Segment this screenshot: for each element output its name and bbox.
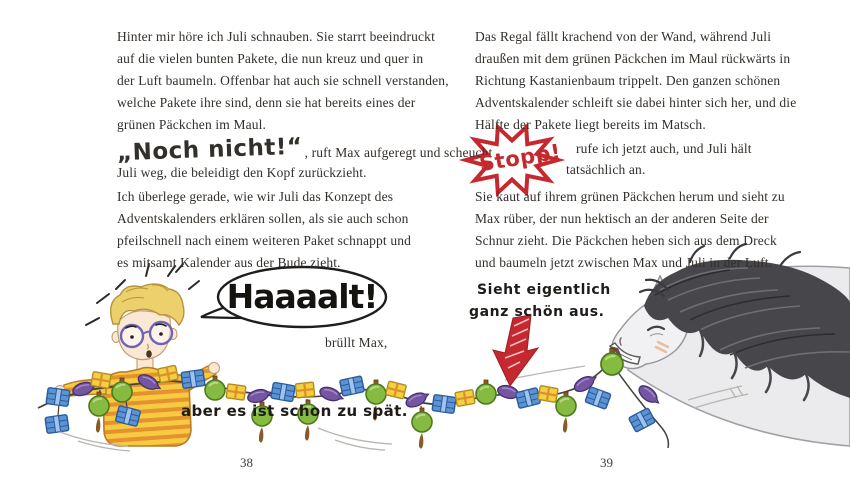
paragraph-line: welche Pakete ihre sind, denn sie hat bereits eines der [117,95,416,110]
shout-tail: , ruft Max aufgeregt und scheucht [304,145,493,160]
paragraph-line: Schnur zieht. Die Päckchen heben sich aus dem Dreck [475,233,777,248]
paragraph-line: grünen Päckchen im Maul. [117,117,267,132]
speech-bubble-text: Haaaalt! [226,277,378,316]
paragraph-line: Adventskalenders erklären sollen, als sie auch schon [117,211,409,226]
paragraph-line: Max rüber, der nun hektisch an der anderen Seite der [475,211,769,226]
paragraph-line: Das Regal fällt krachend von der Wand, während Juli [475,29,772,44]
page-number-left: 38 [240,455,253,470]
stopp-word: Stopp! [477,139,563,177]
paragraph-line: der Luft baumeln. Offenbar hat auch sie schnell verstanden, [117,73,449,88]
paragraph-line: pfeilschnell nach einem weiteren Paket schnappt und [117,233,412,248]
shout-noch-nicht: „Noch nicht!“ [116,133,303,167]
caption-zu-spaet: aber es ist schon zu spät. [181,402,408,420]
paragraph-line: Hinter mir höre ich Juli schnauben. Sie starrt beeindruckt [117,29,435,44]
paragraph-line: Sie kaut auf ihrem grünen Päckchen herum und sieht zu [475,189,785,204]
paragraph-line: rufe ich jetzt auch, und Juli hält [576,141,752,156]
caption-bruellt-max: brüllt Max, [325,335,388,350]
page-number-right: 39 [600,455,613,470]
shout-line [116,133,493,167]
paragraph-line: und baumeln jetzt zwischen Max und Juli in der Luft. [475,255,773,270]
paragraph-line: Adventskalender schleift sie dabei hinter sich her, und die [475,95,797,110]
boy-mouth [146,350,152,358]
paragraph-line: tatsächlich an. [566,162,646,177]
paragraph-line: Hälfte der Pakete liegt bereits im Matsch. [475,117,706,132]
note-line-1: Sieht eigentlich [477,282,611,298]
paragraph-line: Juli weg, die beleidigt den Kopf zurückzieht. [117,165,367,180]
paragraph-line: Richtung Kastanienbaum trippelt. Den ganzen schönen [475,73,781,88]
paragraph-line: Ich überlege gerade, wie wir Juli das Konzept des [117,189,394,204]
note-line-2: ganz schön aus. [469,304,605,320]
paragraph-line: draußen mit dem grünen Päckchen im Maul rückwärts in [475,51,791,66]
paragraph-line: es mitsamt Kalender aus der Bude zieht. [117,255,341,270]
paragraph-line: auf die vielen bunten Pakete, die nun kreuz und quer in [117,51,424,66]
